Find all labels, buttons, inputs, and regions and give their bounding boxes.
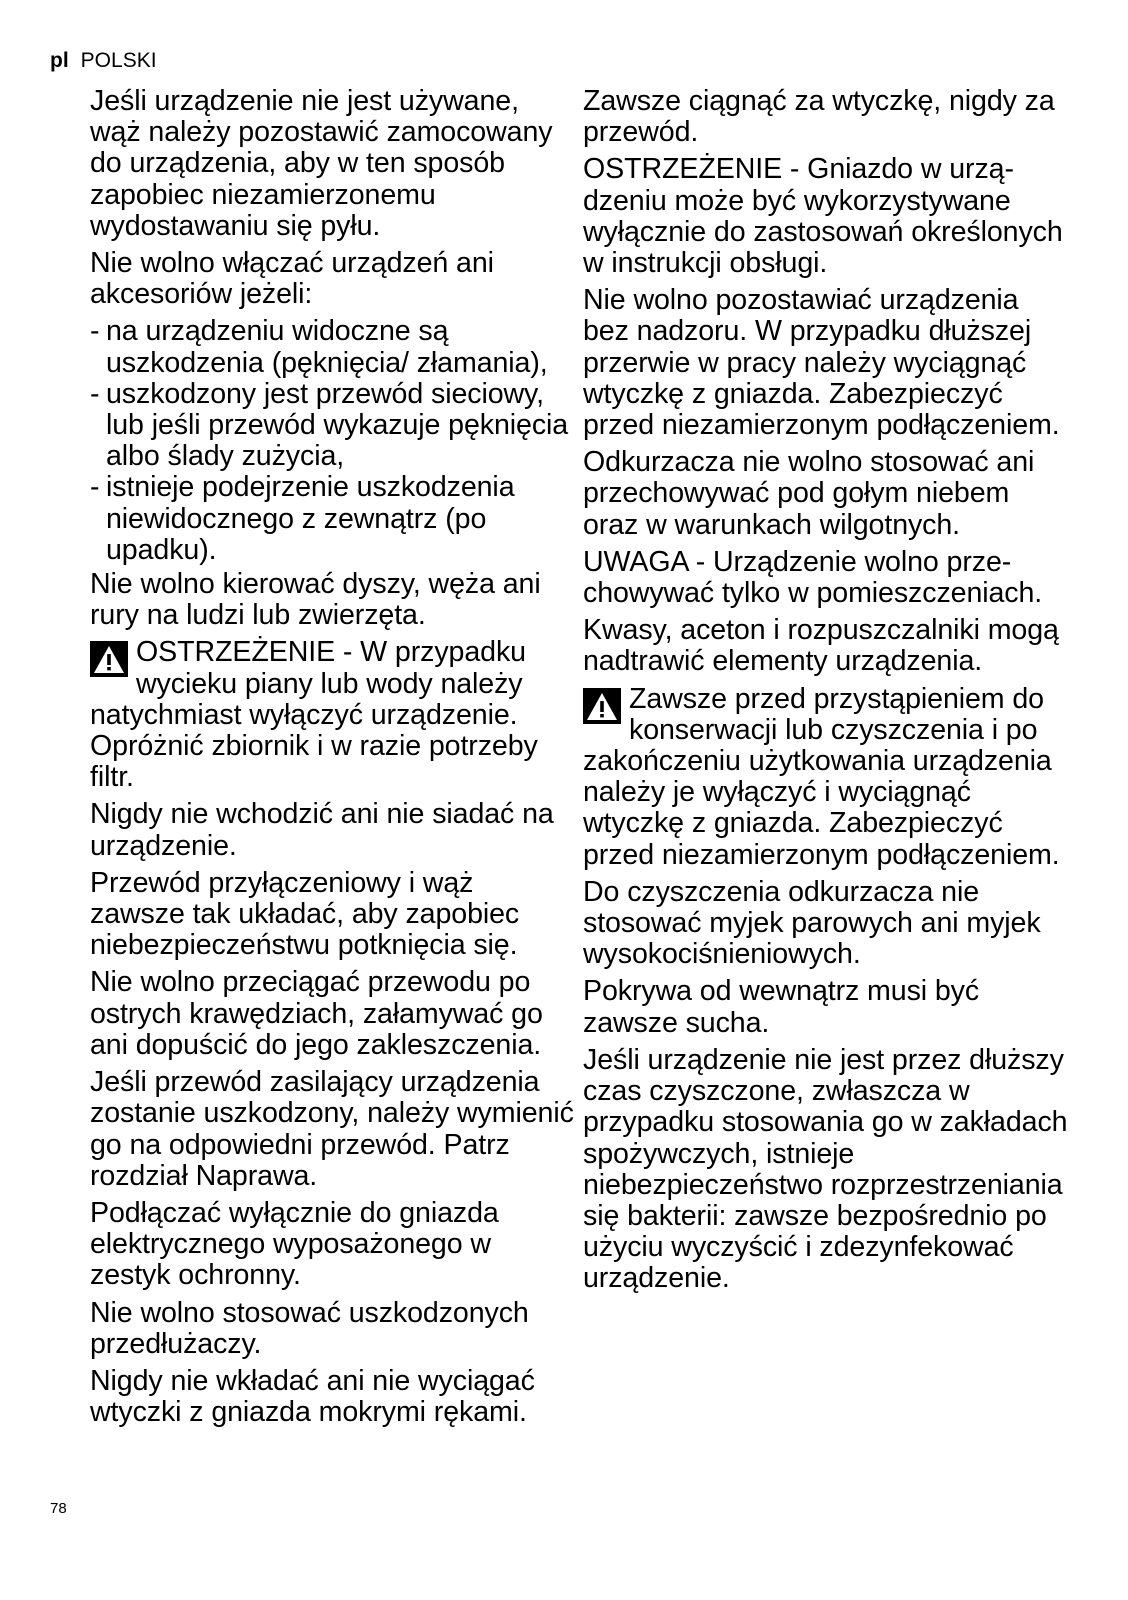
warning-triangle-icon [90, 641, 128, 677]
right-column [583, 86, 1068, 1301]
paragraph-cable-routing: Przewód przyłączeniowy i wąż zawsze tak układać, aby zapobiec niebezpieczeństwu potknięcia się. [90, 866, 520, 962]
bullet-dash: - [90, 471, 100, 504]
paragraph-bacteria: Jeśli urządzenie nie jest przez dłuższy czas czyszczone, zwłaszcza w przypadku stosowania go w zakładach spożywczych, istnieje niebezpieczeństwo rozprzestrzeniania się bakterii: zawsze bezpośrednio po użyciu wyczyścić i zdezynfekować urządzenie. [583, 1043, 1068, 1295]
warning-maintenance [583, 684, 1068, 871]
list-item: - na urządzeniu widoczne są uszkodzenia (pęknięcia/ złamania), [90, 315, 548, 379]
paragraph-outdoor-storage: Odkurzacza nie wolno stosować ani przechowywać pod gołym niebem oraz w warunkach wilgotnych. [583, 446, 1035, 541]
paragraph-nozzle-direction: Nie wolno kierować dyszy, węża ani rury na ludzi lub zwierzęta. [90, 568, 541, 632]
paragraph-unattended: Nie wolno pozostawiać urządzenia bez nadzoru. W przypadku dłuższej przerwie w pracy należy wyciągnąć wtyczkę z gniazda. Zabezpieczyć przed niezamierzonym podłączeniem. [583, 284, 1060, 442]
paragraph-steam-cleaners: Do czyszczenia odkurzacza nie stosować myjek parowych ani myjek wysokociśnieniowych. [583, 875, 1041, 971]
paragraph-lid-dry: Pokrywa od wewnątrz musi być zawsze sucha. [583, 975, 980, 1039]
page-number: 78 [50, 1500, 67, 1517]
paragraph-do-not-switch-on: Nie wolno włączać urządzeń ani akcesoriów jeżeli: [90, 247, 494, 311]
paragraph-grounded-socket: Podłączać wyłącznie do gniazda elektrycznego wyposażonego w zestyk ochronny. [90, 1196, 499, 1292]
paragraph-socket-warning: OSTRZEŻENIE - Gniazdo w urządzeniu może być wykorzystywane wyłącznie do zastosowań określonych w instrukcji obsługi. [583, 153, 1063, 280]
paragraph-wet-hands: Nigdy nie wkładać ani nie wyciągać wtyczki z gniazda mokrymi rękami. [90, 1364, 535, 1429]
left-column [90, 86, 575, 1434]
warning-text: Zawsze przed przystąpieniem do konserwacji lub czyszczenia i po zakończeniu użytkowania urządzenia należy je wyłączyć i wyciągnąć wtyczkę z gniazda. Zabezpieczyć przed niezamierzonym podłączeniem. [583, 682, 1060, 871]
paragraph-do-not-sit: Nigdy nie wchodzić ani nie siadać na urządzenie. [90, 798, 554, 862]
language-name: POLSKI [80, 49, 157, 72]
paragraph-solvents: Kwasy, aceton i rozpuszczalniki mogą nadtrawić elementy urządzenia. [583, 614, 1059, 678]
bullet-dash: - [90, 315, 100, 348]
paragraph-pull-plug: Zawsze ciągnąć za wtyczkę, nigdy za przewód. [583, 85, 1055, 149]
paragraph-sharp-edges: Nie wolno przeciągać przewodu po ostrych krawędziach, załamywać go ani dopuścić do jego zakleszczenia. [90, 966, 543, 1061]
damage-conditions-list [90, 316, 575, 566]
bullet-dash: - [90, 377, 100, 410]
page-header [50, 48, 157, 74]
list-item: - uszkodzony jest przewód sieciowy, lub jeśli przewód wykazuje pęknięcia albo ślady zużycia, [90, 377, 569, 473]
warning-text: OSTRZEŻENIE - W przypadku wycieku piany lub wody należy natychmiast wyłączyć urządzenie. Opróżnić zbiornik i w razie potrzeby filtr. [90, 636, 538, 794]
warning-foam-leak [90, 637, 575, 793]
paragraph-hose-attached: Jeśli urządzenie nie jest używane, wąż należy pozostawić zamocowany do urządzenia, aby w ten sposób zapobiec niezamierzonemu wydostawaniu się pyłu. [90, 85, 553, 242]
paragraph-extension-cords: Nie wolno stosować uszkodzonych przedłużaczy. [90, 1296, 529, 1360]
language-code: pl [50, 49, 69, 72]
warning-triangle-icon [583, 688, 621, 724]
paragraph-indoor-storage: UWAGA - Urządzenie wolno przechowywać tylko w pomieszczeniach. [583, 545, 1043, 610]
paragraph-damaged-cable: Jeśli przewód zasilający urządzenia zostanie uszkodzony, należy wymienić go na odpowiedni przewód. Patrz rozdział Naprawa. [90, 1066, 574, 1192]
list-item: - istnieje podejrzenie uszkodzenia niewidocznego z zewnątrz (po upadku). [90, 471, 515, 566]
